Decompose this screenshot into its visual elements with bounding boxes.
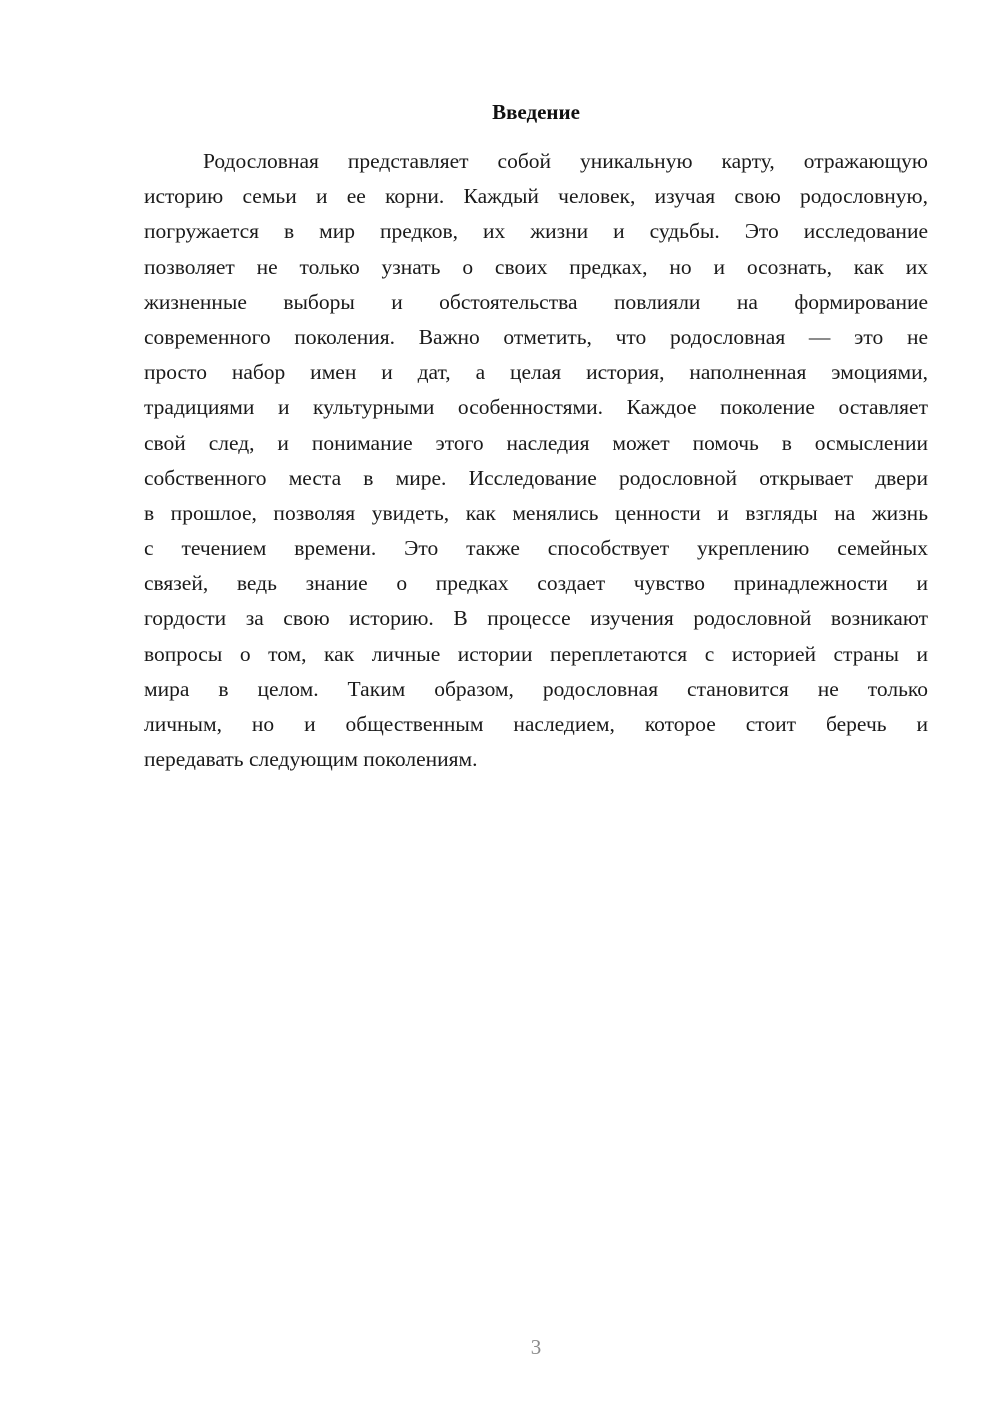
page-number: 3 [530, 1335, 542, 1359]
paragraph-line: вопросы о том, как личные истории переплетаются с историей страны и [144, 641, 928, 666]
paragraph-line: Родословная представляет собой уникальную карту, отражающую [203, 149, 928, 173]
paragraph-line: погружается в мир предков, их жизни и судьбы. Это исследование [144, 219, 928, 244]
paragraph-line: собственного места в мире. Исследование родословной открывает двери [144, 465, 928, 490]
paragraph-line: историю семьи и ее корни. Каждый человек, изучая свою родословную, [144, 184, 928, 209]
paragraph-line: связей, ведь знание о предках создает чувство принадлежности и [144, 571, 928, 596]
section-heading: Введение [492, 100, 580, 124]
paragraph-line: свой след, и понимание этого наследия может помочь в осмыслении [144, 430, 928, 455]
paragraph-line: мира в целом. Таким образом, родословная становится не только [144, 676, 928, 701]
paragraph-line: гордости за свою историю. В процессе изучения родословной возникают [144, 606, 928, 631]
paragraph-line: традициями и культурными особенностями. Каждое поколение оставляет [144, 395, 928, 420]
paragraph-line: передавать следующим поколениям. [144, 747, 478, 772]
paragraph-line: жизненные выборы и обстоятельства повлияли на формирование [144, 289, 928, 314]
paragraph-line: личным, но и общественным наследием, которое стоит беречь и [144, 712, 928, 736]
paragraph-line: в прошлое, позволяя увидеть, как менялись ценности и взгляды на жизнь [144, 500, 928, 525]
paragraph-line: современного поколения. Важно отметить, что родословная — это не [144, 324, 928, 349]
paragraph-line: с течением времени. Это также способствует укреплению семейных [144, 536, 928, 561]
introduction-paragraph [144, 144, 928, 777]
paragraph-line: просто набор имен и дат, а целая история, наполненная эмоциями, [144, 360, 928, 385]
paragraph-line: позволяет не только узнать о своих предках, но и осознать, как их [144, 254, 928, 279]
